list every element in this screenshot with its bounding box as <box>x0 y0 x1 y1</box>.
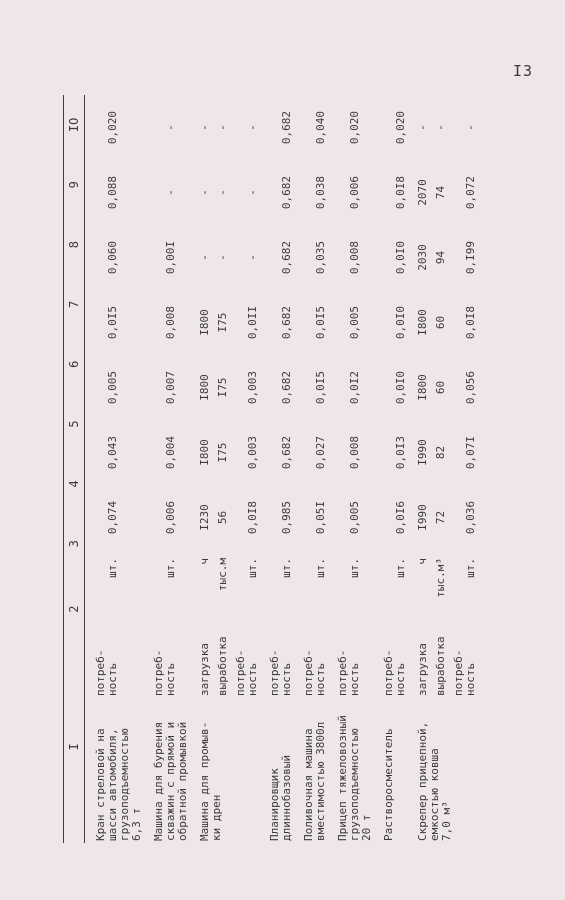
subrows <box>383 95 407 698</box>
value-cell: 0,682 <box>280 370 293 405</box>
equipment-name-line: 6,3 т <box>130 807 143 841</box>
equipment-name-line: емкостью ковша <box>428 748 441 841</box>
unit: шт. <box>394 558 407 578</box>
value-cell: 60 <box>434 315 447 330</box>
header-col-1: I <box>67 743 81 751</box>
indicator-line: загрузка <box>416 643 429 696</box>
value-cell: 0,088 <box>106 175 119 210</box>
indicator-line: потреб- <box>452 649 465 696</box>
unit: шт. <box>246 558 259 578</box>
equipment-name-line: Поливочная машина <box>302 728 315 841</box>
value-cell: 0,682 <box>280 175 293 210</box>
value-cell: I75 <box>216 377 229 398</box>
indicator-line: потреб- <box>268 649 281 696</box>
equipment-name-line: обратной промывкой <box>176 721 189 841</box>
value-cell: 0,005 <box>106 370 119 405</box>
value-cell: 0,682 <box>280 240 293 275</box>
value-cell: I800 <box>416 374 429 401</box>
value-cell: - <box>464 124 477 131</box>
equipment-name <box>383 698 395 843</box>
value-cell: 0,05I <box>314 500 327 535</box>
subrows <box>337 95 361 698</box>
subrow <box>337 95 361 698</box>
indicator <box>435 608 447 698</box>
indicator-line: потреб- <box>302 649 315 696</box>
value-cell: 0,I99 <box>464 240 477 275</box>
table-header <box>64 95 85 843</box>
table-row <box>143 95 189 843</box>
indicator <box>95 608 119 698</box>
value-cell: - <box>246 254 259 261</box>
table-row <box>293 95 327 843</box>
indicator-line: ность <box>106 662 119 696</box>
equipment-name-line: длиннобазовый <box>280 754 293 841</box>
value-cell: 82 <box>434 445 447 460</box>
value-cell: 0,038 <box>314 175 327 210</box>
indicator <box>235 608 259 698</box>
value-cell: 0,0I5 <box>314 305 327 340</box>
equipment-name <box>303 698 327 843</box>
value-cell: 0,007 <box>164 370 177 405</box>
indicator-line: ность <box>246 662 259 696</box>
header-col-10: IO <box>67 117 81 133</box>
equipment-table <box>63 95 523 843</box>
subrow <box>235 95 259 698</box>
value-cell: I990 <box>416 439 429 466</box>
value-cell: 0,074 <box>106 500 119 535</box>
value-cell: 0,056 <box>464 370 477 405</box>
subrows <box>417 95 477 698</box>
value-cell: I800 <box>416 309 429 336</box>
unit: ч <box>416 558 429 565</box>
indicator-line: ность <box>348 662 361 696</box>
value-cell: - <box>216 124 229 131</box>
value-cell: 0,0I8 <box>464 305 477 340</box>
equipment-name-line: 7,0 м³ <box>440 801 453 841</box>
value-cell: 2070 <box>416 179 429 206</box>
value-cell: 0,0I8 <box>246 500 259 535</box>
value-cell: 72 <box>434 510 447 525</box>
value-cell: 0,0I5 <box>106 305 119 340</box>
indicator <box>303 608 327 698</box>
equipment-name-line: Машина для промыв- <box>198 721 211 841</box>
value-cell: 0,003 <box>246 435 259 470</box>
table-row <box>189 95 259 843</box>
value-cell: - <box>434 124 447 131</box>
value-cell: 0,005 <box>348 500 361 535</box>
equipment-name <box>95 698 143 843</box>
indicator-line: загрузка <box>198 643 211 696</box>
value-cell: 0,060 <box>106 240 119 275</box>
equipment-name <box>417 698 453 843</box>
value-cell: 0,682 <box>280 305 293 340</box>
header-col-2: 2 <box>67 605 81 613</box>
value-cell: - <box>216 254 229 261</box>
indicator-line: ность <box>464 662 477 696</box>
equipment-name-line: Растворосмеситель <box>382 728 395 841</box>
table-body <box>85 95 477 843</box>
value-cell: 0,008 <box>164 305 177 340</box>
subrow <box>95 95 119 698</box>
header-col-6: 6 <box>67 360 81 368</box>
equipment-name-line: грузоподъемностью <box>118 728 131 841</box>
value-cell: 0,0I8 <box>394 175 407 210</box>
subrow <box>269 95 293 698</box>
table-row <box>407 95 477 843</box>
subrows <box>269 95 293 698</box>
value-cell: 0,040 <box>314 110 327 145</box>
value-cell: - <box>164 124 177 131</box>
subrow <box>303 95 327 698</box>
value-cell: 0,020 <box>394 110 407 145</box>
value-cell: 0,0I5 <box>314 370 327 405</box>
subrows <box>303 95 327 698</box>
equipment-name-line: грузоподъемностью <box>348 728 361 841</box>
equipment-name-line: шасси автомобиля, <box>106 728 119 841</box>
value-cell: 0,0I3 <box>394 435 407 470</box>
indicator <box>417 608 429 698</box>
indicator <box>269 608 293 698</box>
subrow <box>199 95 211 698</box>
equipment-name-line: Скрепер прицепной, <box>416 721 429 841</box>
value-cell: 0,043 <box>106 435 119 470</box>
value-cell: 94 <box>434 250 447 265</box>
indicator-line: выработка <box>216 636 229 696</box>
indicator-line: потреб- <box>234 649 247 696</box>
value-cell: 0,07I <box>464 435 477 470</box>
value-cell: 0,0I0 <box>394 240 407 275</box>
value-cell: I75 <box>216 312 229 333</box>
value-cell: I800 <box>198 439 211 466</box>
value-cell: 60 <box>434 380 447 395</box>
header-col-9: 9 <box>67 181 81 189</box>
value-cell: 0,682 <box>280 110 293 145</box>
indicator-line: потреб- <box>152 649 165 696</box>
equipment-name <box>199 698 223 843</box>
equipment-name <box>153 698 189 843</box>
value-cell: 0,682 <box>280 435 293 470</box>
subrows <box>153 95 177 698</box>
indicator-line: ность <box>314 662 327 696</box>
indicator <box>217 608 229 698</box>
value-cell: I990 <box>416 504 429 531</box>
value-cell: I800 <box>198 374 211 401</box>
value-cell: - <box>246 189 259 196</box>
indicator-line: ность <box>394 662 407 696</box>
value-cell: 0,0I6 <box>394 500 407 535</box>
equipment-name-line: ки дрен <box>210 794 223 841</box>
value-cell: 0,0I0 <box>394 370 407 405</box>
subrow <box>453 95 477 698</box>
equipment-name-line: вместимостью 3800л <box>314 721 327 841</box>
indicator <box>383 608 407 698</box>
value-cell: 0,0II <box>246 305 259 340</box>
unit: ч <box>198 558 211 565</box>
value-cell: 0,036 <box>464 500 477 535</box>
unit: шт. <box>314 558 327 578</box>
header-col-7: 7 <box>67 300 81 309</box>
value-cell: 0,985 <box>280 500 293 535</box>
indicator <box>199 608 211 698</box>
value-cell: 0,027 <box>314 435 327 470</box>
indicator-line: ность <box>164 662 177 696</box>
unit: шт. <box>164 558 177 578</box>
header-col-4: 4 <box>67 480 81 488</box>
value-cell: 0,006 <box>348 175 361 210</box>
subrows <box>95 95 119 698</box>
table-row <box>259 95 293 843</box>
unit: тыс.м <box>216 558 229 592</box>
value-cell: 0,004 <box>164 435 177 470</box>
value-cell: 0,0I0 <box>394 305 407 340</box>
unit: шт. <box>106 558 119 578</box>
value-cell: - <box>216 189 229 196</box>
value-cell: 0,008 <box>348 240 361 275</box>
equipment-name-line: Планировщик <box>268 768 281 841</box>
table-row <box>327 95 373 843</box>
equipment-name <box>269 698 293 843</box>
value-cell: - <box>198 124 211 131</box>
indicator <box>153 608 177 698</box>
equipment-name <box>337 698 373 843</box>
equipment-name-line: Машина для бурения <box>152 721 165 841</box>
subrow <box>417 95 429 698</box>
value-cell: 0,0I2 <box>348 370 361 405</box>
value-cell: I230 <box>198 504 211 531</box>
value-cell: 74 <box>434 185 447 200</box>
table-row <box>373 95 407 843</box>
value-cell: I800 <box>198 309 211 336</box>
value-cell: - <box>246 124 259 131</box>
header-col-5: 5 <box>67 420 81 428</box>
subrow <box>153 95 177 698</box>
equipment-name-line: Прицеп тяжеловозный <box>336 715 349 841</box>
value-cell: 0,008 <box>348 435 361 470</box>
value-cell: - <box>164 189 177 196</box>
equipment-name-line: скважин с прямой и <box>164 721 177 841</box>
equipment-name-line: 20 т <box>360 814 373 841</box>
value-cell: 0,00I <box>164 240 177 275</box>
unit: шт. <box>464 558 477 578</box>
indicator <box>337 608 361 698</box>
page-number: I3 <box>513 62 534 80</box>
value-cell: 0,003 <box>246 370 259 405</box>
subrow <box>383 95 407 698</box>
unit: шт. <box>348 558 361 578</box>
indicator-line: выработка <box>434 636 447 696</box>
unit: тыс.м³ <box>434 558 447 598</box>
table-row <box>85 95 143 843</box>
rotated-table-wrapper <box>63 95 523 843</box>
value-cell: 0,072 <box>464 175 477 210</box>
indicator-line: потреб- <box>382 649 395 696</box>
value-cell: 56 <box>216 510 229 525</box>
indicator-line: потреб- <box>336 649 349 696</box>
value-cell: I75 <box>216 442 229 463</box>
indicator-line: ность <box>280 662 293 696</box>
value-cell: - <box>416 124 429 131</box>
value-cell: 0,035 <box>314 240 327 275</box>
value-cell: 0,006 <box>164 500 177 535</box>
unit: шт. <box>280 558 293 578</box>
indicator <box>453 608 477 698</box>
value-cell: 0,005 <box>348 305 361 340</box>
value-cell: 2030 <box>416 244 429 271</box>
header-col-3: 3 <box>67 540 81 548</box>
value-cell: 0,020 <box>106 110 119 145</box>
value-cell: - <box>198 254 211 261</box>
header-col-8: 8 <box>67 240 81 249</box>
subrow <box>435 95 447 698</box>
subrow <box>217 95 229 698</box>
equipment-name-line: Кран стреловой на <box>94 728 107 841</box>
value-cell: 0,020 <box>348 110 361 145</box>
value-cell: - <box>198 189 211 196</box>
indicator-line: потреб- <box>94 649 107 696</box>
subrows <box>199 95 259 698</box>
